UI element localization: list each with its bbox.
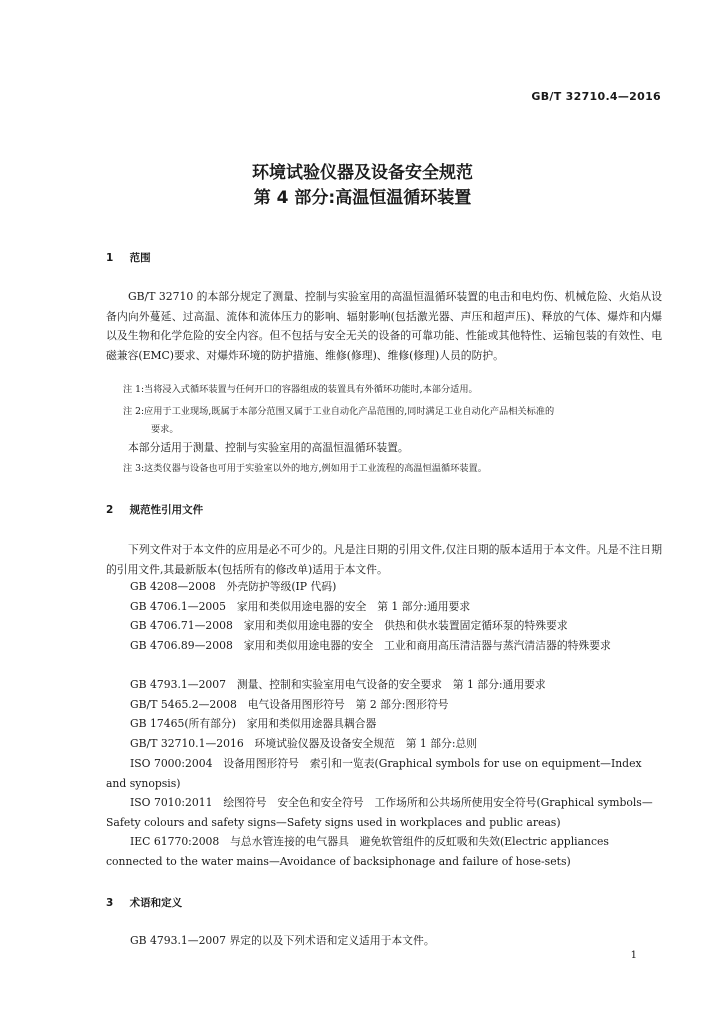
section1-title: 范围 [129, 252, 151, 264]
section2-intro-text: 下列文件对于本文件的应用是必不可少的。凡是注日期的引用文件,仅注日期的版本适用于本文件。凡是不注日期的引用文件,其最新版本(包括所有的修改单)适用于本文件。 [106, 543, 662, 576]
section2-intro [106, 540, 662, 579]
page-number: 1 [630, 950, 637, 961]
note2-line2: 要求。 [151, 423, 179, 435]
section1-para1-text: GB/T 32710 的本部分规定了测量、控制与实验室用的高温恒温循环装置的电击和电灼伤、机械危险、火焰从设备内向外蔓延、过高温、流体和流体压力的影响、辐射影响(包括激光器、声压和超声压)、释放的气体、爆炸和内爆以及生物和化学危险的安全内容。但不包括与安全无关的设备的可靠功能、性能或其他特性、运输包装的有效性、电磁兼容(EMC)要求、对爆炸环境的防护措施、维修(修理)、维修(修理)人员的防护。 [106, 290, 662, 362]
note2-line1: 注 2:应用于工业现场,既属于本部分范围又属于工业自动化产品范围的,同时满足工业自动化产品相关标准的 [123, 406, 555, 417]
section3-title: 术语和定义 [129, 897, 183, 909]
reference-item: GB/T 32710.1—2016 环境试验仪器及设备安全规范 第 1 部分:总则 [130, 737, 478, 750]
section2-title: 规范性引用文件 [129, 504, 204, 516]
note1: 注 1:当将浸入式循环装置与任何开口的容器组成的装置具有外循环功能时,本部分适用。 [123, 384, 478, 395]
reference-item: ISO 7010:2011 绘图符号 安全色和安全符号 工作场所和公共场所使用安全符号(Graphical symbols—Safety colours and safety signs—Safety signs used in workplaces and public areas) [106, 796, 653, 829]
section2-heading [106, 502, 203, 517]
standard-code: GB/T 32710.4—2016 [531, 90, 661, 103]
reference-item: GB 17465(所有部分) 家用和类似用途器具耦合器 [130, 717, 377, 730]
section1-number: 1 [106, 252, 114, 264]
section1-paragraph1 [106, 287, 662, 365]
reference-item: GB/T 5465.2—2008 电气设备用图形符号 第 2 部分:图形符号 [130, 698, 449, 711]
document-title-line2: 第 4 部分:高温恒温循环装置 [253, 188, 472, 208]
reference-item: GB 4706.89—2008 家用和类似用途电器的安全 工业和商用高压清洁器与蒸汽清洁器的特殊要求 [130, 639, 611, 652]
reference-item: GB 4793.1—2007 测量、控制和实验室用电气设备的安全要求 第 1 部分:通用要求 [130, 678, 546, 691]
section3-number: 3 [106, 897, 114, 909]
document-title-line1: 环境试验仪器及设备安全规范 [252, 163, 473, 183]
section3-heading [106, 895, 182, 910]
note2 [123, 403, 663, 438]
section3-paragraph: GB 4793.1—2007 界定的以及下列术语和定义适用于本文件。 [130, 934, 435, 947]
section1-heading [106, 250, 151, 265]
reference-item: ISO 7000:2004 设备用图形符号 索引和一览表(Graphical symbols for use on equipment—Index and synopsis) [106, 757, 642, 790]
reference-item: GB 4208—2008 外壳防护等级(IP 代码) [130, 580, 337, 593]
section2-number: 2 [106, 504, 114, 516]
section1-paragraph2: 本部分适用于测量、控制与实验室用的高温恒温循环装置。 [128, 441, 409, 454]
reference-item: IEC 61770:2008 与总水管连接的电气器具 避免软管组件的反虹吸和失效(Electric appliances connected to the water mains—Avoidance of backsiphonage and failure of hose-sets) [106, 835, 609, 868]
reference-item: GB 4706.1—2005 家用和类似用途电器的安全 第 1 部分:通用要求 [130, 600, 471, 613]
note3: 注 3:这类仪器与设备也可用于实验室以外的地方,例如用于工业流程的高温恒温循环装置。 [123, 463, 487, 474]
reference-item: GB 4706.71—2008 家用和类似用途电器的安全 供热和供水装置固定循环泵的特殊要求 [130, 619, 568, 632]
